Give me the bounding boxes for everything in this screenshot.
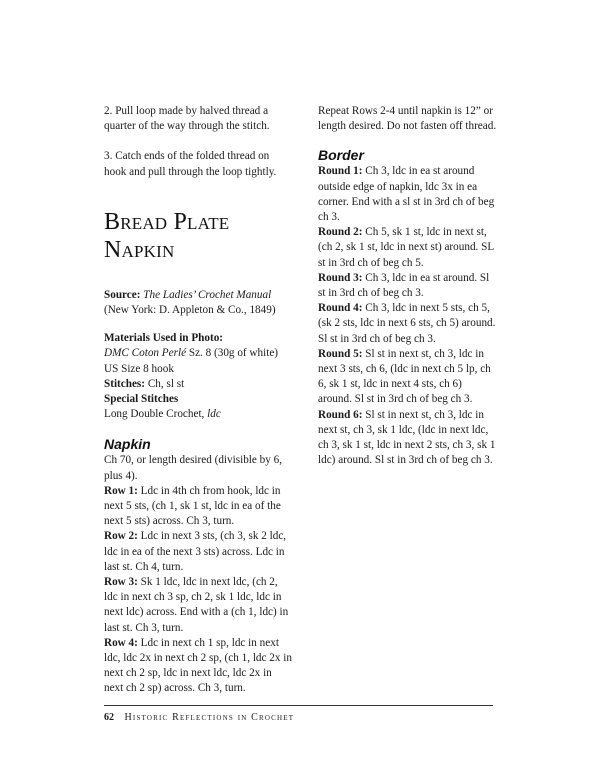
special-stitches-label: Special Stitches [104,393,179,406]
row-label: Row 3: [104,576,138,589]
round-text: Ch 3, ldc in ea st around. Sl st in 3rd ch of beg ch 3. [318,271,490,300]
row-instruction [104,636,292,697]
row-text: Ldc in 4th ch from hook, ldc in next 5 sts, (ch 1, sk 1 st, ldc in ea of the next 5 sts) across. Ch 3, turn. [104,484,281,528]
source-label: Source: [104,288,141,301]
round-instruction [318,164,498,225]
round-label: Round 2: [318,226,363,239]
round-instruction [318,347,498,408]
row-label: Row 2: [104,530,138,543]
round-label: Round 6: [318,408,363,421]
round-text: Ch 5, sk 1 st, ldc in next st, (ch 2, sk 1 st, ldc in next st) around. SL st in 3rd ch of beg ch 5. [318,226,494,269]
round-label: Round 5: [318,347,363,360]
stitches-label: Stitches: [104,377,146,390]
round-text: Sl st in next st, ch 3, ldc in next 3 sts, ch 6, (ldc in next ch 5 lp, ch 6, sk 1 st, ldc in next 4 sts, ch 6) around. Sl st in 3rd ch of beg ch 3. [318,347,491,406]
left-column [104,104,292,697]
round-instruction [318,225,498,271]
round-instruction [318,271,498,301]
running-footer-title: Historic Reflections in Crochet [124,712,295,723]
row-text: Ldc in next ch 1 sp, ldc in next ldc, ldc 2x in next ch 2 sp, (ch 1, ldc 2x in next ch 2 sp, ldc in next ldc, ldc 2x in next ch 2 sp) across. Ch 3, turn. [104,636,292,695]
round-text: Sl st in next st, ch 3, ldc in next st, ch 3, sk 1 ldc, (ldc in next ldc, ch 3, sk 1 st, ldc in next 2 sts, ch 3, sk 1 ldc) around. Sl st in 3rd ch of beg ch 3. [318,408,496,467]
round-label: Round 4: [318,302,363,315]
instruction-step-3: 3. Catch ends of the folded thread on hook and pull through the loop tightly. [104,150,277,178]
hook-size: US Size 8 hook [104,362,174,375]
right-column [318,104,498,468]
instruction-step-2: 2. Pull loop made by halved thread a quarter of the way through the stitch. [104,105,270,133]
page-footer [104,712,294,724]
materials-label: Materials Used in Photo: [104,332,224,345]
materials-detail: Sz. 8 (30g of white) [186,347,279,360]
repeat-instruction: Repeat Rows 2-4 until napkin is 12” or length desired. Do not fasten off thread. [318,105,497,133]
row-text: Sk 1 ldc, ldc in next ldc, (ch 2, ldc in next ch 3 sp, ch 2, sk 1 ldc, ldc in next ldc) across. End with a (ch 1, ldc) in last st. Ch 3, turn. [104,576,289,634]
row-text: Ldc in next 3 sts, (ch 3, sk 2 ldc, ldc in ea of the next 3 sts) across. Ldc in last st. Ch 4, turn. [104,530,287,573]
row-instruction [104,529,292,575]
special-stitches-abbr: ldc [207,408,221,421]
page-number: 62 [104,712,114,723]
stitches-value: Ch, sl st [145,377,185,390]
special-stitches-value: Long Double Crochet, [104,408,205,421]
row-instruction [104,575,292,636]
napkin-heading: Napkin [104,436,151,453]
pattern-title: Bread Plate Napkin [104,208,230,263]
round-instruction [318,408,498,469]
source-line [104,288,292,318]
round-text: Ch 3, ldc in ea st around outside edge of napkin, ldc 3x in ea corner. End with a sl st in 3rd ch of beg ch 3. [318,165,495,224]
round-label: Round 1: [318,165,363,178]
round-label: Round 3: [318,271,363,284]
materials-block [104,331,292,422]
round-text: Ch 3, ldc in next 5 sts, ch 5, (sk 2 sts, ldc in next 6 sts, ch 5) around. Sl st in 3rd ch of beg ch 3. [318,302,496,345]
row-label: Row 4: [104,636,138,649]
source-publisher: (New York: D. Appleton & Co., 1849) [104,304,276,317]
materials-brand: DMC Coton Perlé [104,347,187,360]
row-instruction [104,484,292,530]
source-book-title: The Ladies’ Crochet Manual [143,288,272,301]
row-label: Row 1: [104,484,138,497]
footer-divider [104,705,493,706]
border-heading: Border [318,147,364,164]
round-instruction [318,301,498,347]
napkin-intro: Ch 70, or length desired (divisible by 6, plus 4). [104,454,283,482]
